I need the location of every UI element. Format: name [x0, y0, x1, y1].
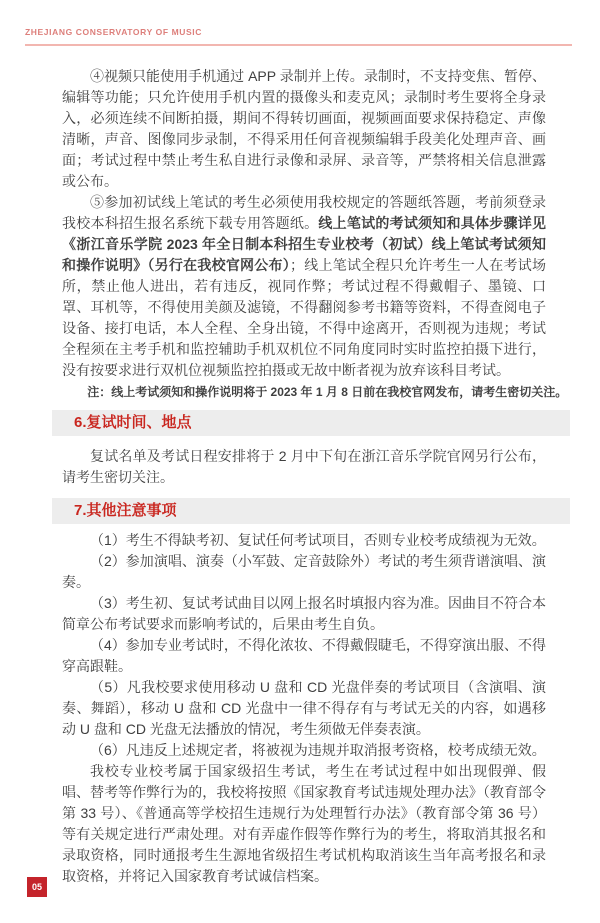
integrity-policy-paragraph: 我校专业校考属于国家级招生考试，考生在考试过程中如出现假弹、假唱、替考等作弊行为的，我校将按照《国家教育考试违规处理办法》（教育部令第 33 号）、《普通高等学校招生违规行为处理暂行办法》（教育部令第 36 号）等有关规定进行严肃处理。对有弄虚作假等作弊行为的考生，将取消其报名和录取资格，同时通报考生生源地省级招生考试机构取消该生当年高考报名和录取资格，并将记入国家教育考试诚信档案。 [62, 763, 546, 884]
written-exam-bold-reference: 线上笔试的考试须知和具体步骤详见《浙江音乐学院 2023 年全日制本科招生专业校考（初试）线上笔试考试须知和操作说明》（另行在我校官网公布） [62, 215, 547, 273]
notice-item-3: （3）考生初、复试考试曲目以网上报名时填报内容为准。因曲目不符合本简章公布考试要求而影响考试的，后果由考生自负。 [62, 595, 546, 632]
paragraph-online-written-exam [62, 192, 546, 381]
notice-item-5: （5）凡我校要求使用移动 U 盘和 CD 光盘伴奏的考试项目（含演唱、演奏、舞蹈），移动 U 盘和 CD 光盘中一律不得存有与考试无关的内容，如遇移动 U 盘和 CD 光盘无法播放的情况，考生须做无伴奏表演。 [62, 679, 546, 737]
exam-note: 注：线上考试须知和操作说明将于 2023 年 1 月 8 日前在我校官网发布，请考生密切关注。 [87, 385, 568, 399]
paragraph-video-recording-rules: ④视频只能使用手机通过 APP 录制并上传。录制时，不支持变焦、暂停、编辑等功能；只允许使用手机内置的摄像头和麦克风；录制时考生要将全身录入，必须连续不间断拍摄，期间不得转切画面，视频画面要求保持稳定、声像清晰，声音、图像同步录制，不得采用任何音视频编辑手段美化处理声音、画面；考试过程中禁止考生私自进行录像和录屏、录音等，严禁将相关信息泄露或公布。 [62, 68, 546, 189]
section-heading-other-notes: 7.其他注意事项 [52, 498, 570, 524]
written-exam-text-tail: ；线上笔试全程只允许考生一人在考试场所，禁止他人进出，若有违反，视同作弊；考试过程不得戴帽子、墨镜、口罩、耳机等，不得使用美颜及滤镜，不得翻阅参考书籍等资料，不得查阅电子设备、接打电话，本人全程、全身出镜，不得中途离开，否则视为违规；考试全程须在主考手机和监控辅助手机双机位不同角度同时实时监控拍摄下进行，没有按要求进行双机位视频监控拍摄或无故中断者视为放弃该科目考试。 [62, 257, 546, 378]
header-divider [25, 44, 572, 46]
written-exam-text-lead: ⑤参加初试线上笔试的考生必须使用我校规定的答题纸答题，考前须登录我校本科招生报名系统下载专用答题纸。 [62, 194, 546, 231]
brand-text: ZHEJIANG CONSERVATORY OF MUSIC [25, 27, 203, 37]
document-body [62, 66, 568, 887]
notice-item-2: （2）参加演唱、演奏（小军鼓、定音鼓除外）考试的考生须背谱演唱、演奏。 [62, 553, 546, 590]
section-heading-retest-time-place: 6.复试时间、地点 [52, 410, 570, 436]
page-number-badge: 05 [27, 877, 47, 897]
notice-item-4: （4）参加专业考试时，不得化浓妆、不得戴假睫毛，不得穿演出服、不得穿高跟鞋。 [62, 637, 546, 674]
notice-item-1: （1）考生不得缺考初、复试任何考试项目，否则专业校考成绩视为无效。 [90, 532, 546, 548]
page-header [25, 27, 572, 46]
notice-item-6: （6）凡违反上述规定者，将被视为违规并取消报考资格，校考成绩无效。 [90, 742, 546, 758]
retest-announcement-paragraph: 复试名单及考试日程安排将于 2 月中下旬在浙江音乐学院官网另行公布，请考生密切关注。 [62, 448, 546, 485]
